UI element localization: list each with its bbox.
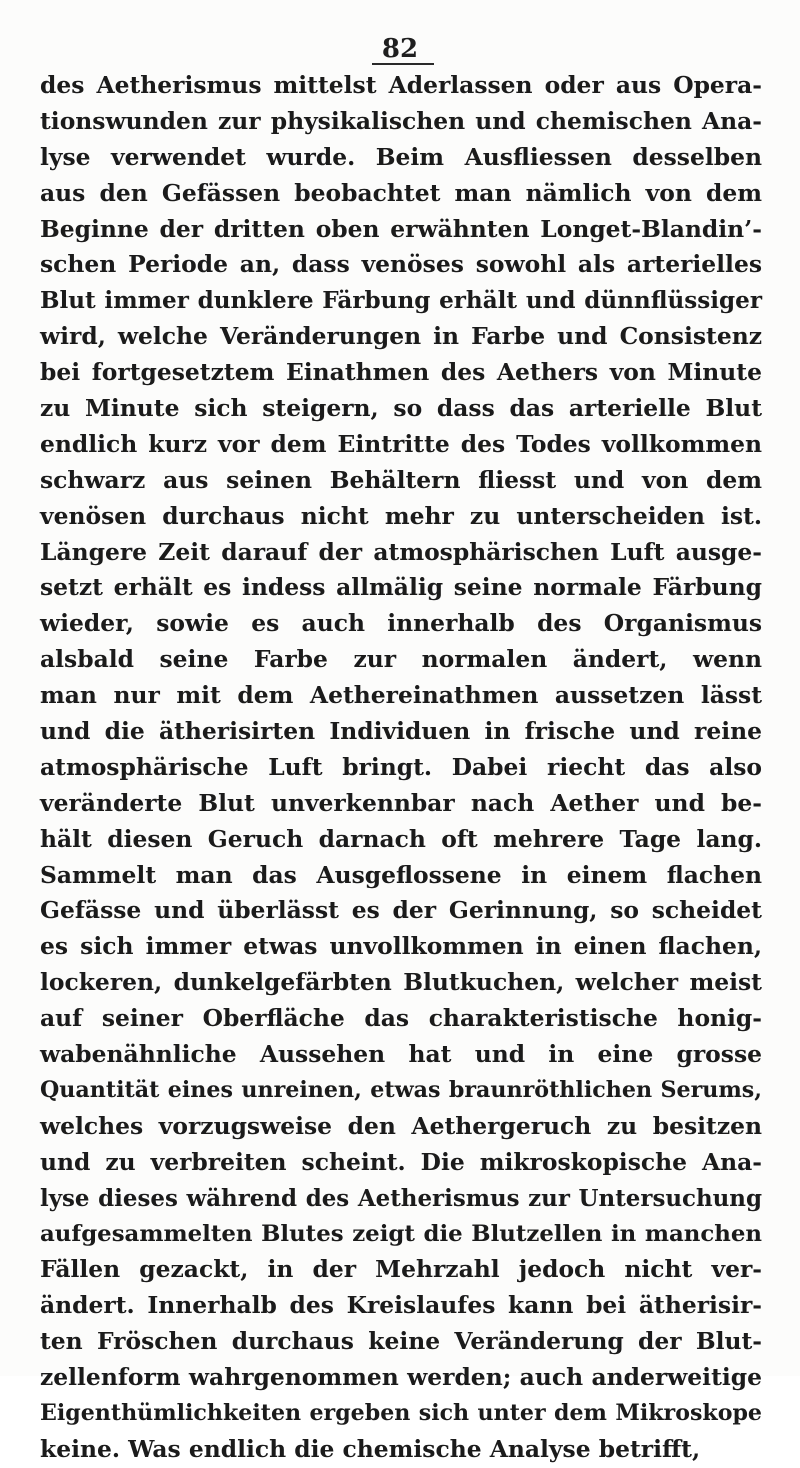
page-number: 82	[381, 34, 419, 64]
text-line: es sich immer etwas unvollkommen in einen flachen,	[40, 932, 762, 961]
text-line: und die ätherisirten Individuen in frische und reine	[40, 717, 762, 746]
text-line: Beginne der dritten oben erwähnten Longet-Blandin’-	[40, 214, 762, 243]
text-line: welches vorzugsweise den Aethergeruch zu besitzen	[40, 1111, 762, 1140]
text-line: ändert. Innerhalb des Kreislaufes kann bei ätherisir-	[40, 1291, 762, 1320]
text-line: und zu verbreiten scheint. Die mikroskopische Ana-	[40, 1147, 762, 1176]
text-line: des Aetherismus mittelst Aderlassen oder aus Opera-	[40, 71, 762, 99]
text-line: wird, welche Veränderungen in Farbe und Consistenz	[40, 322, 762, 351]
text-line: keine. Was endlich die chemische Analyse betrifft,	[40, 1434, 701, 1463]
text-line: endlich kurz vor dem Eintritte des Todes vollkommen	[40, 429, 762, 458]
text-line: setzt erhält es indess allmälig seine normale Färbung	[40, 573, 762, 602]
body-text	[40, 68, 762, 1468]
text-line: wieder, sowie es auch innerhalb des Organismus	[40, 609, 762, 638]
text-line: Eigenthümlichkeiten ergeben sich unter dem Mikroskope	[40, 1399, 762, 1426]
text-line: Gefässe und überlässt es der Gerinnung, so scheidet	[40, 896, 762, 925]
text-line: ten Fröschen durchaus keine Veränderung der Blut-	[40, 1327, 762, 1356]
text-line: lyse dieses während des Aetherismus zur Untersuchung	[40, 1184, 762, 1212]
text-line: venösen durchaus nicht mehr zu unterscheiden ist.	[40, 501, 762, 530]
text-line: aufgesammelten Blutes zeigt die Blutzellen in manchen	[40, 1220, 762, 1247]
text-line: hält diesen Geruch darnach oft mehrere Tage lang.	[40, 824, 762, 853]
text-line: Fällen gezackt, in der Mehrzahl jedoch nicht ver-	[40, 1255, 762, 1284]
text-line: veränderte Blut unverkennbar nach Aether und be-	[40, 788, 762, 817]
text-line: atmosphärische Luft bringt. Dabei riecht das also	[40, 752, 762, 781]
text-line: lyse verwendet wurde. Beim Ausfliessen desselben	[40, 142, 762, 171]
text-line: lockeren, dunkelgefärbten Blutkuchen, welcher meist	[40, 968, 762, 997]
text-line: Quantität eines unreinen, etwas braunröthlichen Serums,	[40, 1076, 762, 1103]
text-line: Sammelt man das Ausgeflossene in einem flachen	[40, 860, 762, 889]
text-line: schwarz aus seinen Behältern fliesst und von dem	[40, 465, 762, 494]
text-line: tionswunden zur physikalischen und chemischen Ana-	[40, 106, 762, 135]
text-line: bei fortgesetztem Einathmen des Aethers von Minute	[40, 358, 762, 387]
text-line: wabenähnliche Aussehen hat und in eine grosse	[40, 1040, 762, 1069]
text-line: zu Minute sich steigern, so dass das arterielle Blut	[40, 394, 762, 423]
text-line: aus den Gefässen beobachtet man nämlich von dem	[40, 178, 762, 207]
text-line: schen Periode an, dass venöses sowohl als arterielles	[40, 250, 762, 279]
page-number-rule	[372, 63, 434, 65]
text-line: auf seiner Oberfläche das charakteristische honig-	[40, 1004, 762, 1033]
text-line: alsbald seine Farbe zur normalen ändert, wenn	[40, 645, 762, 674]
text-line: Längere Zeit darauf der atmosphärischen Luft ausge-	[40, 537, 762, 566]
text-line: Blut immer dunklere Färbung erhält und dünnflüssiger	[40, 287, 762, 315]
text-line: zellenform wahrgenommen werden; auch anderweitige	[40, 1363, 762, 1392]
text-line: man nur mit dem Aethereinathmen aussetzen lässt	[40, 681, 762, 710]
